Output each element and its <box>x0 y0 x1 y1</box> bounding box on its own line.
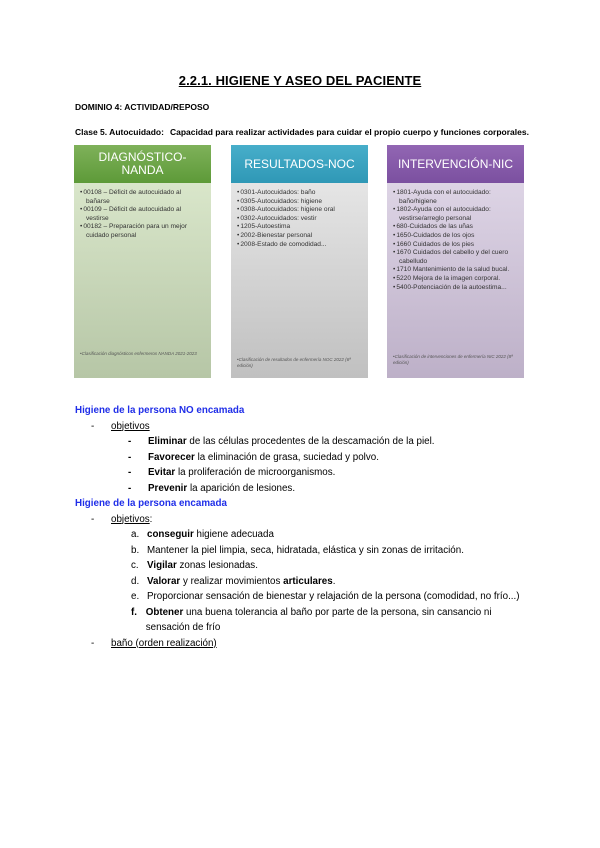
list-item: - Evitar la proliferación de microorganismos. <box>128 467 336 478</box>
panel-item: • 1670 Cuidados del cabello y del cuero cabelludo <box>393 249 518 266</box>
list-item <box>131 527 535 543</box>
item-keyword: articulares <box>283 575 333 587</box>
list-item: - Eliminar de las células procedentes de la descamación de la piel. <box>128 436 435 447</box>
panel-item: • 2008-Estado de comodidad... <box>237 241 362 250</box>
item-marker: f. <box>131 606 137 618</box>
panel-item: • 0301-Autocuidados: baño <box>237 189 362 198</box>
item-text: la proliferación de microorganismos. <box>175 467 336 478</box>
panel-item: • 5220 Mejora de la imagen corporal. <box>393 275 518 284</box>
item-keyword: Eliminar <box>148 436 187 447</box>
list-item <box>131 574 535 590</box>
panel-item: • 1710 Mantenimiento de la salud bucal. <box>393 266 518 275</box>
clase-line <box>75 127 529 137</box>
dominio-heading: DOMINIO 4: ACTIVIDAD/REPOSO <box>75 102 210 112</box>
clase-description: Capacidad para realizar actividades para cuidar el propio cuerpo y funciones corporales. <box>169 127 529 137</box>
item-text: la eliminación de grasa, suciedad y polvo. <box>194 451 379 463</box>
item-marker: b. <box>131 544 140 556</box>
panel-nanda-footnote: •Clasificación diagnósticos enfermeros NANDA 2021-2023 <box>80 351 197 356</box>
section-heading-no-encamada: Higiene de la persona NO encamada <box>75 405 245 416</box>
section-heading-encamada: Higiene de la persona encamada <box>75 498 227 509</box>
panel-item: • 2002-Bienestar personal <box>237 232 362 241</box>
panel-item: • 0302-Autocuidados: vestir <box>237 215 362 224</box>
panel-nanda-header: DIAGNÓSTICO-NANDA <box>74 145 211 183</box>
item-marker: d. <box>131 575 140 587</box>
item-keyword: conseguir <box>147 529 194 540</box>
panel-item: • 1205-Autoestima <box>237 223 362 232</box>
panel-item: • 1660 Cuidados de los pies <box>393 241 518 250</box>
item-text: Proporcionar sensación de bienestar y relajación de la persona (comodidad, no frío...) <box>147 591 520 602</box>
list-item <box>131 605 535 636</box>
item-keyword: Vigilar <box>147 560 177 571</box>
item-text: higiene adecuada <box>193 529 274 540</box>
item-marker: c. <box>131 560 139 571</box>
panel-nic-header: INTERVENCIÓN-NIC <box>387 145 524 183</box>
clase-label: Clase 5. Autocuidado: <box>75 127 164 137</box>
item-keyword: Obtener <box>145 606 184 618</box>
list-item: - Favorecer la eliminación de grasa, suciedad y polvo. <box>128 451 379 463</box>
notes-section <box>75 403 535 651</box>
panel-item: • 00108 – Déficit de autocuidado al bañarse <box>80 189 205 206</box>
item-text: . <box>332 575 336 587</box>
panel-item: • 0305-Autocuidados: higiene <box>237 198 362 207</box>
item-text: y realizar movimientos <box>180 575 284 587</box>
item-text: una buena tolerancia al baño por parte de la persona, sin cansancio ni sensación de frío <box>145 606 492 633</box>
item-text: zonas lesionadas. <box>176 560 258 571</box>
panel-item: • 00182 – Preparación para un mejor cuidado personal <box>80 223 205 240</box>
panel-item: • 0308-Autocuidados: higiene oral <box>237 206 362 215</box>
item-text: Mantener la piel limpia, seca, hidratada, elástica y sin zonas de irritación. <box>147 544 464 556</box>
panel-item: • 1802-Ayuda con el autocuidado: vestirse/arreglo personal <box>393 206 518 223</box>
panel-nanda <box>74 145 211 378</box>
panel-item: • 1801-Ayuda con el autocuidado: baño/higiene <box>393 189 518 206</box>
list-item: - Prevenir la aparición de lesiones. <box>128 482 296 494</box>
item-text: de las células procedentes de la descamación de la piel. <box>186 436 435 447</box>
panel-noc-footnote: •Clasificación de resultados de enfermería NOC 2022 (6ª edición) <box>237 357 351 368</box>
panel-noc-header: RESULTADOS-NOC <box>231 145 368 183</box>
item-keyword: Favorecer <box>148 451 195 463</box>
item-keyword: Valorar <box>147 575 181 587</box>
list-item <box>131 543 535 559</box>
objetivos-label: objetivos <box>111 420 150 432</box>
item-keyword: Evitar <box>148 467 176 478</box>
item-marker: e. <box>131 591 140 602</box>
panel-noc <box>231 145 368 378</box>
list-item <box>131 589 535 605</box>
list-item <box>131 558 535 574</box>
panel-item: • 680-Cuidados de las uñas <box>393 223 518 232</box>
list-item: - objetivos <box>91 419 535 435</box>
panel-nic-body <box>387 183 524 378</box>
bano-orden-label: baño (orden realización) <box>111 637 217 649</box>
panel-nic-footnote: •Clasificación de intervenciones de enfermería NIC 2022 (8ª edición) <box>393 354 513 365</box>
panel-noc-body <box>231 183 368 378</box>
item-text: la aparición de lesiones. <box>187 482 296 494</box>
panel-item: • 5400-Potenciación de la autoestima... <box>393 284 518 293</box>
panel-item: • 1650-Cuidados de los ojos <box>393 232 518 241</box>
item-keyword: Prevenir <box>148 482 188 494</box>
panel-item: • 00109 – Déficit de autocuidado al vestirse <box>80 206 205 223</box>
objetivos-label: objetivos <box>111 513 150 525</box>
list-item: - objetivos: <box>91 513 153 525</box>
panel-nanda-body <box>74 183 211 378</box>
page-title: 2.2.1. HIGIENE Y ASEO DEL PACIENTE <box>178 73 422 88</box>
panel-nic <box>387 145 524 378</box>
item-marker: a. <box>131 529 140 540</box>
list-item: - baño (orden realización) <box>91 636 535 652</box>
